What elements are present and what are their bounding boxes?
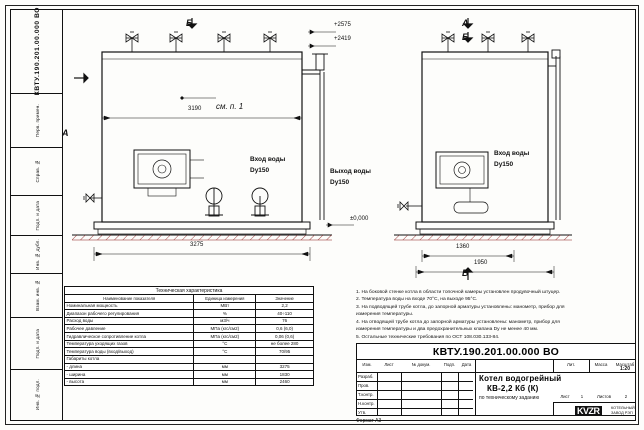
tb-role-2: Т.контр.: [358, 392, 374, 397]
left-cell-label-6: Перв. примен.: [34, 103, 40, 138]
section-label-a-side: А: [462, 18, 469, 28]
tech-header-2: Значение: [256, 295, 314, 302]
company-line-1: КОТЕЛЬНЫЙ: [611, 406, 635, 410]
sheet-code-vertical: КВТУ.190.201.00.000 ВО: [33, 7, 41, 96]
left-cell-sprav: [11, 148, 63, 196]
tech-row-3-name: Рабочее давление: [65, 325, 194, 333]
company-logo: [575, 406, 602, 416]
tech-table-title: Техническая характеристика: [65, 287, 314, 295]
left-cell-label-2: Взам. инв. №: [34, 280, 40, 311]
tb-right-header-mass: Масса: [594, 362, 608, 367]
tech-row-0-value: 2,2: [256, 302, 314, 310]
tb-right-header-scale: Масштаб: [615, 362, 635, 367]
title-block: [356, 343, 636, 416]
tech-row-9-value: 1830: [256, 371, 314, 379]
tech-row-4-value: 0,06 (0,6): [256, 333, 314, 341]
left-stamp-column: [11, 7, 63, 420]
left-cell-top-code: [11, 7, 63, 96]
tb-col-data: Дата: [461, 362, 472, 367]
note-item-1: 1. На боковой стенке котла в области топочной камеры установлен продувочный штуцер.: [356, 290, 561, 295]
tech-header-1: Единица измерения: [194, 295, 256, 302]
sheet-label: Лист: [560, 394, 570, 399]
tb-hline-4: [357, 399, 473, 400]
tech-row-7-unit: [194, 355, 256, 363]
company-mark: KVZR: [577, 406, 600, 416]
tech-row-2-name: Расход воды: [65, 317, 194, 325]
tb-hline-5: [553, 402, 635, 403]
tech-row-6-name: Температура воды (вход/выход): [65, 348, 194, 356]
table-row: [65, 302, 314, 310]
tech-row-3-unit: МПа (кгс/см2): [194, 325, 256, 333]
tb-role-1: Пров.: [358, 383, 370, 388]
callout-water-outlet-front: Выход воды: [330, 168, 371, 175]
tb-hline-1: [357, 372, 635, 373]
tb-vline-4: [553, 402, 554, 415]
tech-row-1-unit: %: [194, 310, 256, 318]
elevation-label-3: ±0,000: [350, 216, 369, 222]
tech-row-10-value: 2460: [256, 378, 314, 386]
product-line-2: КВ-2,2 Кб (К): [487, 384, 539, 393]
left-cell-inv-podl: [11, 370, 63, 420]
title-block-grid: [357, 360, 635, 415]
table-row: [65, 340, 314, 348]
callout-water-inlet-side: Вход воды: [494, 150, 530, 157]
table-row: [65, 371, 314, 379]
tb-role-3: Н.контр.: [358, 401, 375, 406]
technical-notes: [356, 290, 632, 342]
tech-table-header-row: [65, 295, 314, 302]
tech-row-9-name: - ширина: [65, 371, 194, 379]
title-block-code: КВТУ.190.201.00.000 ВО: [357, 344, 635, 360]
table-row: [65, 310, 314, 318]
tech-row-8-name: - длина: [65, 363, 194, 371]
sheets-label: Листов: [597, 394, 611, 399]
tech-row-1-name: Диапазон рабочего регулирования: [65, 310, 194, 318]
section-label-b-front: Б: [186, 18, 193, 28]
dimension-side-outer: 1950: [474, 260, 488, 266]
callout-water-inlet-front-dn: Dy150: [250, 167, 270, 174]
product-line-3: по техническому заданию: [479, 395, 540, 401]
tech-row-0-unit: МВт: [194, 302, 256, 310]
section-label-b-side-bottom: Б: [462, 268, 469, 278]
tech-row-10-name: - высота: [65, 378, 194, 386]
tech-row-5-unit: °С: [194, 340, 256, 348]
tech-row-1-value: 40÷110: [256, 310, 314, 318]
note-reference-callout: см. п. 1: [216, 102, 244, 111]
table-row: [65, 333, 314, 341]
tb-vline-1: [475, 360, 476, 415]
tb-right-header-lit: Лит.: [567, 362, 575, 367]
note-item-4: измерения температуры.: [356, 312, 414, 318]
callout-water-outlet-front-dn: Dy150: [330, 179, 350, 186]
section-label-a-front: А: [62, 128, 69, 138]
table-row: [65, 378, 314, 386]
callout-water-inlet-side-dn: Dy150: [494, 161, 514, 168]
tech-row-8-unit: мм: [194, 363, 256, 371]
sheet-value: 1: [580, 394, 584, 399]
tech-row-5-name: Температура уходящих газов: [65, 340, 194, 348]
tech-row-0-name: Номинальная мощность: [65, 302, 194, 310]
left-cell-label-0: Инв. № подл.: [34, 379, 40, 411]
tech-row-6-value: 70/95: [256, 348, 314, 356]
scale-value: 1:20: [619, 366, 630, 372]
tech-row-4-unit: МПа (кгс/см2): [194, 333, 256, 341]
left-cell-label-3: Инв. № дубл.: [34, 239, 40, 270]
sheets-value: 2: [624, 394, 628, 399]
tb-hline-6: [357, 408, 473, 409]
tech-row-4-name: Гидравлическое сопротивление котла: [65, 333, 194, 341]
note-item-5: 4. На отводящей трубе котла до запорной арматуры установлены: манометр, прибор для: [356, 319, 560, 325]
table-row: [65, 355, 314, 363]
tb-col-docnum: № докум.: [411, 362, 431, 367]
tech-row-2-value: 76: [256, 317, 314, 325]
table-row: [65, 363, 314, 371]
table-row: [65, 348, 314, 356]
product-line-1: Котел водогрейный: [479, 374, 562, 383]
left-cell-podp-data-1: [11, 196, 63, 236]
tech-row-7-value: [256, 355, 314, 363]
dimension-front-base: 3275: [190, 242, 204, 248]
left-cell-label-5: Справ. №: [34, 160, 40, 183]
note-item-6: измерения температуры и два предохранительных клапана Dy не менее 40 мм.: [356, 327, 539, 333]
tb-role-4: Утв.: [358, 410, 367, 415]
tb-col-izm: Изм.: [362, 362, 372, 367]
technical-characteristics-table: [64, 286, 314, 386]
format-label: Формат А3: [356, 418, 382, 424]
dimension-side-inner: 1360: [456, 244, 470, 250]
tech-header-0: Наименование показателя: [65, 295, 194, 302]
table-row: [65, 325, 314, 333]
tb-hline-2: [357, 381, 473, 382]
elevation-label-1: +2575: [334, 22, 351, 28]
tech-row-5-value: не более 280: [256, 340, 314, 348]
tech-row-3-value: 0,6 (6,0): [256, 325, 314, 333]
left-cell-label-1: Подп. и дата: [34, 328, 40, 359]
callout-water-inlet-front: Вход воды: [250, 156, 286, 163]
tb-hline-3: [357, 390, 473, 391]
elevation-label-2: +2419: [334, 36, 351, 42]
tb-col-list: Лист: [384, 362, 394, 367]
tech-row-9-unit: мм: [194, 371, 256, 379]
dimension-front-width: 3190: [188, 106, 202, 112]
note-item-7: 5. Остальные технические требования по ОСТ 108.030.133-84.: [356, 334, 500, 340]
tech-row-6-unit: °С: [194, 348, 256, 356]
left-cell-podp-data-2: [11, 318, 63, 370]
tech-row-2-unit: м3/ч: [194, 317, 256, 325]
tech-row-8-value: 3275: [256, 363, 314, 371]
section-label-b-side-top: Б: [462, 32, 469, 42]
left-cell-inv-dubl: [11, 236, 63, 274]
left-cell-perv-primen: [11, 94, 63, 148]
left-cell-label-4: Подп. и дата: [34, 200, 40, 231]
left-cell-vzam-inv: [11, 274, 63, 318]
tech-row-7-name: Габариты котла: [65, 355, 194, 363]
note-item-2: 2. Температура воды на входе 70°С, на выходе 95°С.: [356, 297, 478, 303]
note-item-3: 3. На подводящей трубе котла, до запорной арматуры установлены: манометр, прибор для: [356, 304, 565, 310]
tb-col-podp: Подп.: [443, 362, 456, 367]
tech-table-title-row: [65, 287, 314, 295]
tech-row-10-unit: мм: [194, 378, 256, 386]
drawing-area: [62, 10, 636, 424]
table-row: [65, 317, 314, 325]
tb-role-0: Разраб.: [358, 374, 374, 379]
company-line-2: ЗАВОД РЭП: [611, 411, 633, 415]
